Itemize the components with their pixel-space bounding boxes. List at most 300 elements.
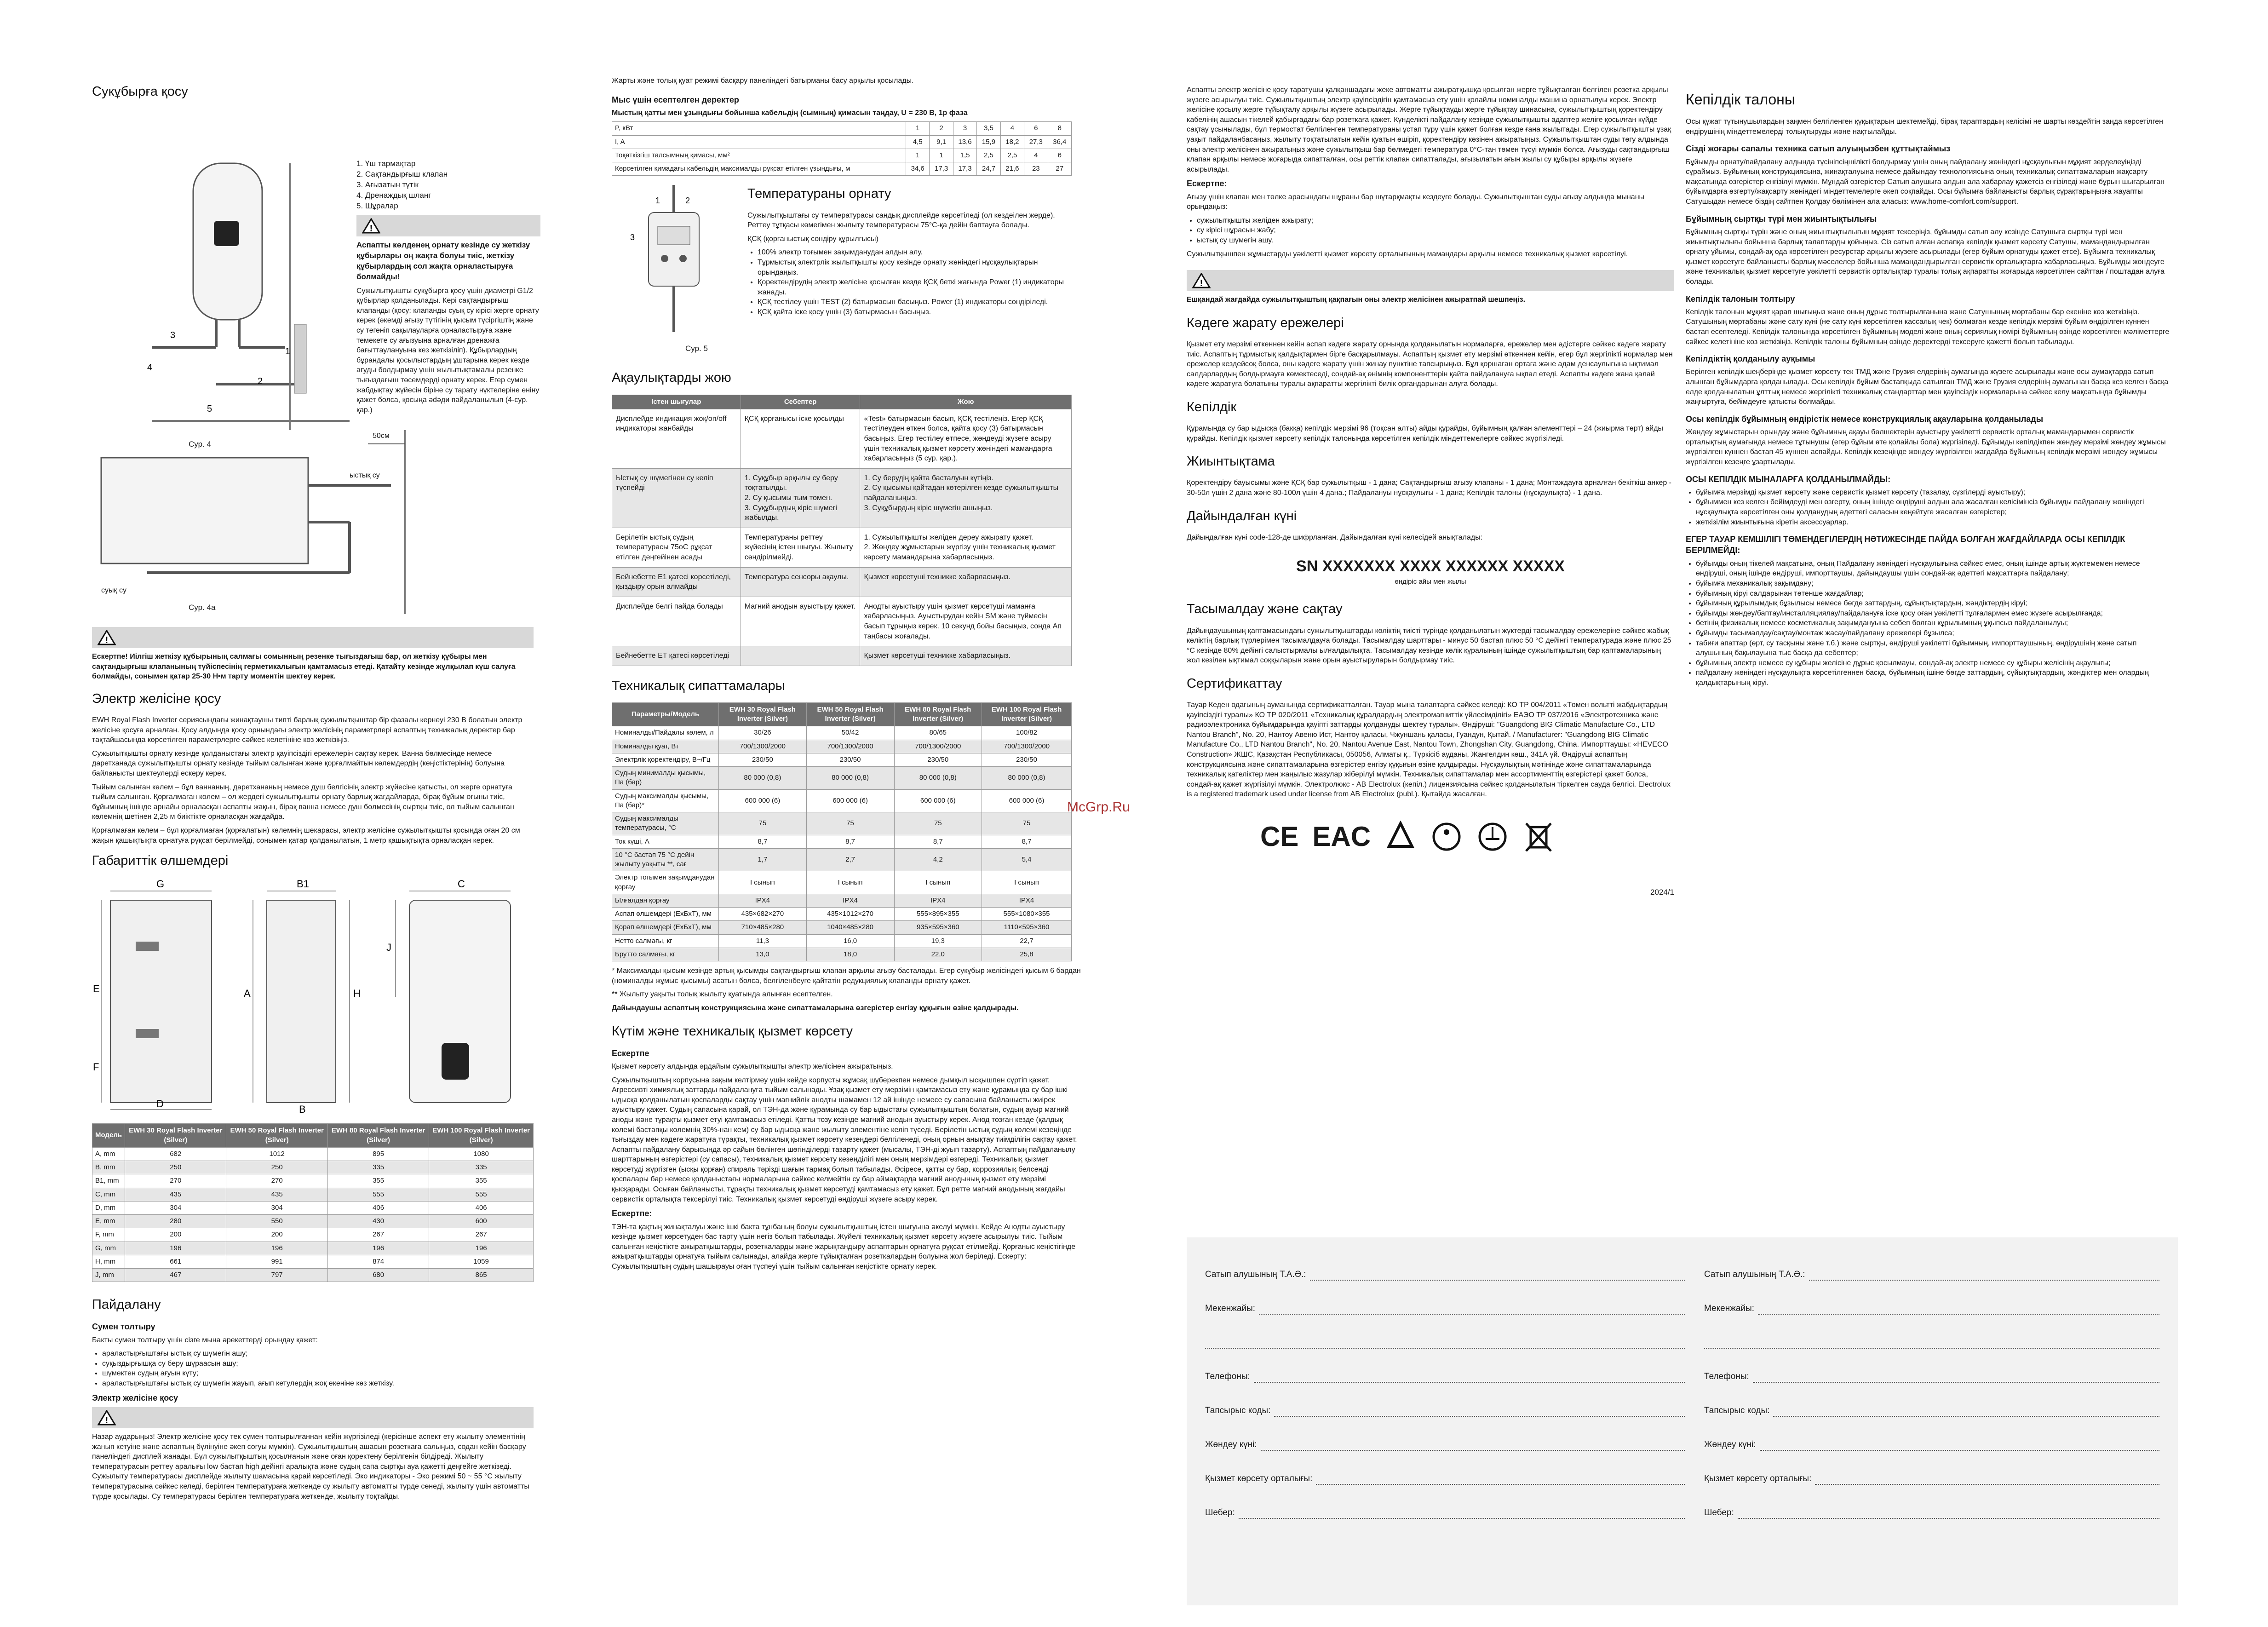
figure-4-water-heater <box>92 108 368 430</box>
table-cell: 200 <box>125 1228 226 1242</box>
breach-list <box>1686 559 2173 688</box>
table-cell: 1. Су берудің қайта басталуын күтіңіз. 2. Су қысымы қайтадан көтерілген кезде сужылытқышты пайдаланыңыз. 3. Суқұбырдың кіріс шүмегін ашыңыз. <box>860 468 1072 528</box>
thanks-heading: Сізді жоғары сапалы техника сатып алуыңызбен құттықтаймыз <box>1686 144 1951 154</box>
temp-block <box>612 185 1081 360</box>
electric-p3: Тыйым салынған көлем – бұл ваннаның, даретхананың немесе душ белгісінің электр жүйесіне қатысты, ол жерге орнатуға тыйым салынған. Қорғалмаған көлем – ол жердегі сужылытқышты орнату барлық жағдайларда, бірақ бұйым оғыны тиіс, бұйымның ішінде арнайы орналасқан аспапты жақын, бірақ ванна немесе душ бөлмесінің сыртқы тиіс, ол тыйым салынған көлемнің шетінен 2,25 м биіктікте орналасқан жағдайда. <box>92 783 514 821</box>
table-cell: 16,0 <box>806 934 894 948</box>
table-header: EWH 50 Royal Flash Inverter (Silver) <box>806 702 894 726</box>
list-item: 1. Үш тармақтар <box>356 159 416 168</box>
ce-mark-icon: CE <box>1260 821 1299 852</box>
svg-text:!: ! <box>105 1415 109 1426</box>
table-cell: 6 <box>1024 122 1048 135</box>
table-cell: 435 <box>125 1188 226 1201</box>
temp-sub: ҚСҚ (қорғаныстық сөндіру құрылғысы) <box>747 235 878 243</box>
table-cell: 1059 <box>429 1255 534 1268</box>
electric-p1: EWH Royal Flash Inverter сериясындағы жинақтаушы типті барлық сужылытқыштар бір фазалы кернеуі 230 В болатын электр желісіне қосуға арналған. Қосу алдында қосу орнындағы электр желісінің параметрлері аспаптың техникалық деректер бар тақтайшасында көрсетілген параметрлерге сәйкес келетініне көз жеткізіңіз. <box>92 716 523 744</box>
table-cell: 18,2 <box>1000 135 1024 149</box>
table-cell: D, mm <box>92 1201 125 1214</box>
table-cell: 1040×485×280 <box>806 921 894 934</box>
table-cell: 555 <box>429 1188 534 1201</box>
table-row <box>92 1147 534 1161</box>
table-cell: Температура сенсоры ақаулы. <box>741 567 860 597</box>
table-cell: 22,7 <box>982 934 1071 948</box>
cond-heading: Осы кепілдік бұйымның өндірістік немесе конструкциялық ақауларына қолданылады <box>1686 414 2044 424</box>
dimensions-body <box>92 1147 534 1282</box>
table-header: EWH 50 Royal Flash Inverter (Silver) <box>226 1124 327 1148</box>
table-row <box>612 528 1072 567</box>
table-cell: IPX4 <box>719 894 806 907</box>
field-label: Мекенжайы: <box>1704 1304 1755 1314</box>
transport-title: Тасымалдау және сақтау <box>1187 602 1343 617</box>
eac-mark-icon: EAC <box>1312 821 1371 852</box>
field-order-code[interactable] <box>1704 1383 2159 1417</box>
list-item: • жеткізілім жиынтығына кіретін аксессуарлар. <box>1696 517 2173 528</box>
table-header: EWH 100 Royal Flash Inverter (Silver) <box>429 1124 534 1148</box>
list-item: 3. Ағызатын түтік <box>356 180 419 190</box>
figure-5-rcd <box>621 185 731 341</box>
table-cell: 797 <box>226 1269 327 1282</box>
table-cell: 4 <box>1000 122 1024 135</box>
table-row <box>92 1201 534 1214</box>
figure-4a-horizontal <box>92 430 534 614</box>
spec-note-3: Дайындаушы аспаптың конструкциясына және сипаттамаларына өзгерістер енгізу құқығын өзіне қалдырады. <box>612 1004 1019 1012</box>
table-row <box>92 1242 534 1255</box>
table-cell: 355 <box>327 1174 429 1188</box>
connect-warning: Аспапты көлденең орнату кезінде су жеткізу құбырлары оң жақта болуы тиіс, жеткізу құбырлардың сол жақта орналастыруға болмайды! <box>356 240 530 281</box>
list-item: 4. Дренаждық шланг <box>356 190 431 200</box>
table-cell: 1. Сужылытқышты желіден дереу ажырату қажет. 2. Жөндеу жұмыстарын жүргізу үшін техникалық қызмет көрсету мамандарына хабарласыңыз. <box>860 528 1072 567</box>
field-label: Шебер: <box>1704 1508 1734 1518</box>
trouble-title: Ақаулықтарды жою <box>612 370 731 385</box>
table-cell: 3,5 <box>977 122 1000 135</box>
list-item: • ҚСҚ тестілеу үшін TEST (2) батырмасын басыңыз. Power (1) индикаторы сөндіріледі. <box>758 297 1079 307</box>
table-cell: 250 <box>125 1161 226 1174</box>
table-cell: 18,0 <box>806 948 894 961</box>
field-address[interactable] <box>1704 1281 2159 1315</box>
warning-icon <box>98 630 116 645</box>
table-cell: I, A <box>612 135 906 149</box>
table-row <box>612 135 1072 149</box>
list-item: • бұйымға мерзімді қызмет көрсету және сервистік қызмет көрсету (тазалау, сүзгілерді ауыстыру); <box>1696 488 2173 498</box>
table-cell: Электрлік қоректендіру, В~/Гц <box>612 753 719 766</box>
callout-5: 5 <box>207 404 212 414</box>
coupon-title: Кепілдік талоны <box>1686 91 1795 108</box>
table-cell: Номиналды қуат, Вт <box>612 740 719 753</box>
table-cell: 250 <box>226 1161 327 1174</box>
weee-bin-icon <box>1522 821 1555 853</box>
column-3 <box>1187 85 1674 898</box>
table-cell: 935×595×360 <box>894 921 982 934</box>
table-row <box>612 848 1072 871</box>
fig5-label: 2 <box>685 196 690 206</box>
table-cell: 600 <box>429 1215 534 1228</box>
table-cell: 11,3 <box>719 934 806 948</box>
cable-table-title: Мыс үшін есептелген деректер <box>612 95 739 104</box>
table-cell: 10 °С бастап 75 °С дейін жылыту уақыты **, сағ <box>612 848 719 871</box>
fig4a-caption: Сур. 4а <box>189 603 216 612</box>
dim-letter-j: J <box>386 942 391 954</box>
list-item: • шүмектен судың ағуын күту; <box>102 1368 534 1379</box>
edition-year: 2024/1 <box>1650 888 1674 897</box>
care-title: Күтім және техникалық қызмет көрсету <box>612 1023 853 1039</box>
table-cell: 8,7 <box>719 835 806 848</box>
table-cell: 3 <box>953 122 976 135</box>
callout-3: 3 <box>170 330 176 341</box>
table-cell: B1, mm <box>92 1174 125 1188</box>
field-phone[interactable] <box>1704 1349 2159 1383</box>
table-cell: 4,5 <box>906 135 929 149</box>
table-cell: 435×1012×270 <box>806 908 894 921</box>
temp-list <box>747 247 1079 317</box>
table-cell: 1 <box>930 149 953 162</box>
list-item: • суқыздырғышқа су беру шұраасын ашу; <box>102 1359 534 1369</box>
table-cell: 335 <box>327 1161 429 1174</box>
table-cell: Анодты ауыстыру үшін қызмет көрсетуші маманға хабарласыңыз. Ауыстырудан кейін SM және түймесін басып тұрыңыз керек. 10 секунд бойы басыңыз, сонда Ап таңбасы жоғалады. <box>860 597 1072 646</box>
table-cell: 874 <box>327 1255 429 1268</box>
warning-icon <box>362 218 380 234</box>
ext-p: Бұйымның сыртқы түрін және оның жиынтықтылығын мұқият тексеріңіз, бұйымды сатып алу кезінде Сатушыға сыртқы түрі мен жиынтықтылығы бойынша барлық талаптарды қойыңыз. Сіз сатып алған аспапқа кепілдік қызмет көрсету Сатушы, мамандандырылған орнату ұйымы, сондай-ақ ода көрсетілген ресурстар арқылы жүзеге асырылады (егер бұйым орнатуды қажет етсе). Бұйымға техникалық қызмет көрсетуге байланысты барлық мәселелер бойынша мамандандырылған сервистік орталықтарға хабарласыңыз. Бұйымды жөндеуге және техникалық қызмет көрсетуге уәкілетті сервистік орталықтар туралы толық ақпаратты жоғарыда көрсетілген сайттан / поштадан алуға болады. <box>1686 228 2165 286</box>
dim-letter-b1: B1 <box>297 878 309 890</box>
table-cell: 682 <box>125 1147 226 1161</box>
col3-note-title: Ескертпе: <box>1187 179 1227 189</box>
table-cell: 8 <box>1048 122 1072 135</box>
spec-note-1: * Максималды қысым кезінде артық қысымды сақтандырғыш клапан арқылы ағызу басталады. Егер сукұбыр желісіндегі қысым 6 бардан (номиналды жұмыс қысымы) асатын болса, белгіленбеуге қайтатін редукциялық клапанды орнату қажет. <box>612 967 1081 985</box>
list-item: • сужылытқышты желіден ажырату; <box>1197 216 1674 226</box>
list-item: • араластырғыштағы ыстық су шүмегін ашу; <box>102 1349 534 1359</box>
table-cell: P, кВт <box>612 122 906 135</box>
col3-note-list <box>1187 216 1674 246</box>
table-cell: IPX4 <box>894 894 982 907</box>
callout-4: 4 <box>147 362 153 373</box>
table-cell: 280 <box>125 1215 226 1228</box>
table-cell: Аспап өлшемдері (ЕхБхТ), мм <box>612 908 719 921</box>
figure-4a-block <box>92 430 534 623</box>
table-cell: 700/1300/2000 <box>894 740 982 753</box>
list-item: • бұйыммен кез келген бейімдеуді мен өзгерту, оның ішінде өндіруші алдын ала жасалған келісімінсіз бұйымды пайдалану жөніндегі нұсқаулықта көрсетілген оны қолданудың әдеттегі саласын кеңейтуге жасалған өзгерістер; <box>1696 497 2173 517</box>
table-row <box>92 1174 534 1188</box>
table-cell: Брутто салмағы, кг <box>612 948 719 961</box>
table-header-row <box>612 702 1072 726</box>
warranty-title: Кепілдік <box>1187 399 1237 414</box>
svg-text:!: ! <box>1200 278 1203 289</box>
table-cell: 700/1300/2000 <box>806 740 894 753</box>
spec-table <box>612 702 1072 961</box>
table-row <box>612 753 1072 766</box>
table-cell: 24,7 <box>977 162 1000 176</box>
table-cell: Дисплейде белгі пайда болады <box>612 597 741 646</box>
table-cell: 8,7 <box>806 835 894 848</box>
thanks-p: Бұйымды орнату/пайдалану алдында түсініпсіңшілікті болдырмау үшін оның пайдалану жөніндегі нұсқаулығын мұқият зерделеуіңізді сұраймыз. Бұйымның конструкциясына, жинақталуына немесе дайындау технологиясына оның техникалық сипаттамаларын жақсарту мақсатында өзгерістер енгізілуі мүмкін. Мұндай өзгерістер Сатып алушыға алдын ала хабарлау қажетсіз енгізіледі және бұрын шығарылған бұйымдарға өзгерту/жақсарту жөніндегі міндеттемелерге әкеп соқпайды. Осы бұйымға байланысты барлық сұрақтарыңызға жауапты Сатушыдан немесе біздің сайтпен Қолдау бөлімінен ала аласыз: www.home-comfort.com/support. <box>1686 158 2165 206</box>
table-cell: Номиналды/Пайдалы көлем, л <box>612 726 719 740</box>
table-cell: 80 000 (0,8) <box>806 767 894 790</box>
table-row <box>612 740 1072 753</box>
table-cell: 8,7 <box>982 835 1071 848</box>
trouble-table <box>612 395 1072 666</box>
table-row <box>92 1161 534 1174</box>
table-cell: 80 000 (0,8) <box>982 767 1071 790</box>
table-cell: 661 <box>125 1255 226 1268</box>
dimensions-title: Габариттік өлшемдері <box>92 853 229 868</box>
label-hot-water: ыстық су <box>350 471 380 480</box>
watermark: McGrp.Ru <box>1067 799 1130 815</box>
table-cell: 230/50 <box>894 753 982 766</box>
table-cell: ҚСҚ қорғанысы іске қосылды <box>741 409 860 468</box>
table-cell: 700/1300/2000 <box>719 740 806 753</box>
list-item: • бұйымды жөндеу/баптау/инсталляциялау/пайдалануға іске қосу оған уәкілетті тұлғалармен емес жүзеге асырылғанда; <box>1696 609 2173 619</box>
table-cell: 17,3 <box>930 162 953 176</box>
table-cell: 4,2 <box>894 848 982 871</box>
table-cell: 1,5 <box>953 149 976 162</box>
list-item: • бетінің физикалық немесе косметикалық зақымдануына себеп болған кұрылымның ұқыпсыз пайдаланылуы; <box>1696 618 2173 628</box>
table-cell: 555×895×355 <box>894 908 982 921</box>
kit-title: Жиынтықтама <box>1187 454 1275 469</box>
table-cell: E, mm <box>92 1215 125 1228</box>
table-cell: Дисплейде индикация жоқ/on/off индикаторы жанбайды <box>612 409 741 468</box>
table-cell: Бейнебетте ET қатесі көрсетіледі <box>612 646 741 666</box>
field-repair-date[interactable] <box>1704 1417 2159 1451</box>
col3-warn: Ешқандай жағдайда сужылытқыштың қақпағын оны электр желісінен ажыратпай шешпеңіз. <box>1187 296 1526 304</box>
table-header: Модель <box>92 1124 125 1148</box>
table-cell: 75 <box>982 812 1071 835</box>
cable-table <box>612 121 1072 176</box>
table-row <box>612 948 1072 961</box>
cond-p: Жөндеу жұмыстарын орындау және бұйымның ақауы бөлшектерін ауыстыру уәкілетті сервистік орталық мамандарымен сервистік орталықтың аумағында немесе тұтынушы (егер бұйым өте қолайлы бола) жүргізіледі. Бұйымды кепілдікпен жөндеу мерзімі жөндеу жұмысы жүргізілген күннен бастап 45 күннен аспайды. Кепілдік кезеңінде жөндеу жүргізілген жағдайда бұйымның кепілдік мерзімі жөндеу жұмысы жүргізілген кезеңге ұзартылады. <box>1686 428 2166 466</box>
table-cell: 2,5 <box>1000 149 1024 162</box>
table-cell: Температураны реттеу жүйесінің істен шығуы. Жылыту сөндірілмейді. <box>741 528 860 567</box>
table-cell: Электр тогымен зақымданудан қорғау <box>612 871 719 894</box>
column-1 <box>92 83 540 1505</box>
table-cell: A, mm <box>92 1147 125 1161</box>
table-header: Себептер <box>741 395 860 409</box>
ground-icon <box>1476 821 1509 853</box>
list-item: • табиғи апаттар (өрт, су тасқыны және т.б.) және сыртқы, өндіруші уәкілетті бұйымның, импорттаушының, өндірушінің және сатып алушының бақылауына тыс басқа да себептер; <box>1696 638 2173 658</box>
use-sub2: Электр желісіне қосу <box>92 1393 178 1403</box>
coupon-p1: Осы құжат тұтынушылардың заңмен белгіленген құқықтарын шектемейді, бірақ тараптардың келісімі не шарты көздейтін заңда көрсетілген өндірушінің міндеттемелерді толықтыруды және нақтылайды. <box>1686 118 2163 136</box>
table-cell: Бейнебетте E1 қатесі көрсетіледі, қыздыру орын алмайды <box>612 567 741 597</box>
not-heading: ОСЫ КЕПІЛДІК МЫНАЛАРҒА ҚОЛДАНЫЛМАЙДЫ: <box>1686 474 1891 484</box>
table-header: Жою <box>860 395 1072 409</box>
field-buyer[interactable] <box>1704 1247 2159 1281</box>
list-item: 5. Шұралар <box>356 201 398 210</box>
table-cell: «Test» батырмасын басып, ҚСҚ тестілеңіз. Егер ҚСҚ тестілеуден өткен болса, қайта қосу (3) батырмасын басыңыз. Егер тестілеу өтпесе, жөндеуді жүзеге асыру үшін техникалық қызмет көрсету жөніндегі мамандарға хабарласыңыз (5 сур. қар.). <box>860 409 1072 468</box>
warning-bar-3 <box>92 1407 534 1428</box>
table-cell: 1 <box>906 149 929 162</box>
table-cell: 1080 <box>429 1147 534 1161</box>
table-header-row <box>92 1124 534 1148</box>
use-list <box>92 1349 534 1388</box>
table-cell: 865 <box>429 1269 534 1282</box>
care-sub2: Ескертпе: <box>612 1209 652 1219</box>
column-4 <box>1686 90 2173 692</box>
table-row <box>612 122 1072 135</box>
table-header: EWH 30 Royal Flash Inverter (Silver) <box>719 702 806 726</box>
list-item: • Тұрмыстық электрлік жылытқышты қосу кезінде орнату жөніндегі нұсқаулықтарын орындаңыз. <box>758 258 1079 277</box>
serial-caption: өндіріс айы мен жылы <box>1395 578 1466 586</box>
field-address-2[interactable] <box>1704 1315 2159 1349</box>
table-cell: 406 <box>429 1201 534 1214</box>
use-sub1: Сумен толтыру <box>92 1322 155 1332</box>
list-item: • ҚСҚ қайта іске қосу үшін (3) батырмасын басыңыз. <box>758 307 1079 317</box>
use-p: Берілген кепілдік шеңберінде қызмет көрсету тек ТМД және Грузия елдерінің аумағында жүзеге асырылады және осы аумақтарда сатып алынған бұйымдарға қолданылады. Осы кепілдік бұйым бастапқыда сатылған ТМД және Грузия елдерінің аумағынан басқа кез келген басқа елде қолданылатын ұлттық немесе жергілікті техникалық стандарттар мен қауіпсіздік нормаларына сәйкес келу мақсатында бұйымды жаңғыртуға, бейімдеуге қатысты болмайды. <box>1686 368 2169 406</box>
table-cell: IPX4 <box>982 894 1071 907</box>
table-cell: 555×1080×355 <box>982 908 1071 921</box>
callout-2: 2 <box>258 376 263 387</box>
warning-bar-2 <box>92 627 534 648</box>
table-cell: 80 000 (0,8) <box>719 767 806 790</box>
warning-bar-4 <box>1187 270 1674 291</box>
warning-bar <box>356 215 540 236</box>
coupon-card-right <box>1686 1237 2178 1605</box>
fig5-caption: Сур. 5 <box>685 344 708 353</box>
field-service-center[interactable] <box>1704 1451 2159 1485</box>
table-cell: F, mm <box>92 1228 125 1242</box>
table-cell: 19,3 <box>894 934 982 948</box>
list-item: • бұйымды оның тікелей мақсатына, оның Пайдалану жөніндегі нұсқаулығына сәйкес емес, оның ішінде артық жүктемемен немесе өндіруші, оның ішінде өндіруші, импорттаушы, дайындаушы үшін сондай-ақ әдеттегі мақсаттарға пайдалану; <box>1696 559 2173 579</box>
table-cell: 1110×595×360 <box>982 921 1071 934</box>
spec-body <box>612 726 1072 961</box>
table-cell: 304 <box>125 1201 226 1214</box>
table-row <box>612 789 1072 812</box>
table-cell: 30/26 <box>719 726 806 740</box>
table-cell: Судың минималды қысымы, Па (бар) <box>612 767 719 790</box>
table-cell: 2,5 <box>977 149 1000 162</box>
table-cell: Ток күші, А <box>612 835 719 848</box>
table-cell: 230/50 <box>806 753 894 766</box>
table-cell: 600 000 (6) <box>982 789 1071 812</box>
electric-p4: Қорғалмаған көлем – бұл қорғалмаған (қорғалатын) көлемнің шекарасы, электр желісіне сужылытқышты қосыңда оған 20 см жақын қашықтықта орнатуға рұқсат берілмейді, сонымен қатар қолданылатын, 1 метр қашықтықта орналасқан керек. <box>92 827 520 845</box>
field-label: Сатып алушының Т.А.Ә.: <box>1704 1270 1805 1280</box>
date-title: Дайындалған күні <box>1187 508 1297 523</box>
care-p0: Қызмет көрсету алдында әрдайым сужылытқышты электр желісінен ажыратыңыз. <box>612 1062 893 1070</box>
field-label: Шебер: <box>1205 1508 1235 1518</box>
table-cell: 2 <box>930 122 953 135</box>
table-row <box>612 908 1072 921</box>
electric-p2: Сужылытқышты орнату кезінде қолданыстағы электр қауіпсіздігі ережелерін сақтау керек. Ванна бөлмесінде немесе даретханада сужылытқышты орнату кезінде тыйым салынған және қорғалмайтын көлемдердің (кеңістіктерінің) болуына байланысты шектеулерді ескеру керек. <box>92 749 505 778</box>
not-list <box>1686 488 2173 527</box>
table-cell: 17,3 <box>953 162 976 176</box>
table-cell: 555 <box>327 1188 429 1201</box>
table-cell: 1,7 <box>719 848 806 871</box>
table-cell: 27,3 <box>1024 135 1048 149</box>
table-row <box>612 646 1072 666</box>
cable-table-sub: Мыстың қатты мен ұзындығы бойынша кабельдің (сымның) қимасын таңдау, U = 230 В, 1р фаза <box>612 109 968 117</box>
table-row <box>612 921 1072 934</box>
table-row <box>92 1215 534 1228</box>
table-cell: Қызмет көрсетуші техникке хабарласыңыз. <box>860 567 1072 597</box>
care-p1: Сужылытқыштың корпусына зақым келтірмеу үшін кейде корпусты жұмсақ шүберекпен немесе дымқыл ысқышпен сүртіп қажет. Агрессивті химиялық заттарды пайдалануға тыйым салынады. Ұзақ қызмет ету мерзімін қамтамасыз ету және құрамында су бар ішкі ыдысқа қолданылатын қоспаларды сақтау үшін магнийлік анодты шамамен 12 ай ішінде немесе су сапасына байланысты жиірек ауыстыру қажет. Судың сапасына қарай, ол ТЭН-да және құрамында су бар ыдыстағы сужылытқыштың болатын, судың ауыр магний аноды және тұрақты қызмет етуі қамтамасыз етіледі. Қатты тозу кезінде магний анодын ауыстыру керек. Анод тозған кезде (қалдық көлемі бастапқы көлемнің 30%-нан кем) су бар ыдысқа және жылыту элементіне келіп түседі. Берілетін ыстық судың көлемі кезеңінде тығыздау мен кәдеге жаратуға тұрақты, техникалық қызмет көрсету кезеңдері белгіленеді, оның орнын анықтау тиімділігін сақтау қажет. Аспапты пайдалану барысында әр сайын бөлінген шөгінділерді тазарту қажет (мысалы, ТЭН-ді жуып тазарту). Аспаптың пайдаланылу шарттарының өзгерістері (су сапасы), техникалық қызмет көрсету кезеңділігі мен оның мерзімдері өзгереді. Техникалық қызмет көрсетуді жүргізген (ысқы қорған) спираль тәрізді шағын тармақ болып табылады. Әсіресе, қатты су бар, коррозиялық белсенді қоспалары бар немесе қолданыстағы нормаларына сәйкес келмейтін су бар аймақтарда магний анодының қызмет ету мерзімі қысқарады. Осыған байланысты, тұрақты техникалық қызмет көрсетуді қамтамасыз ету қажет. Бұл ретте магний анодының жағдайы сервистік орталықта тексерілуі тиіс. Техникалық қызмет көрсетуді өндіруші жүзеге асыру керек. <box>612 1076 1077 1203</box>
list-item: • ыстық су шүмегін ашу. <box>1197 236 1674 246</box>
use-heading: Кепілдіктің қолданылу ауқымы <box>1686 354 1815 364</box>
table-cell: 80 000 (0,8) <box>894 767 982 790</box>
table-cell: 25,8 <box>982 948 1071 961</box>
table-cell: 267 <box>327 1228 429 1242</box>
table-cell: 23 <box>1024 162 1048 176</box>
table-cell: 80/65 <box>894 726 982 740</box>
table-cell: 9,1 <box>930 135 953 149</box>
table-cell: 406 <box>327 1201 429 1214</box>
table-cell: 196 <box>226 1242 327 1255</box>
table-header: EWH 100 Royal Flash Inverter (Silver) <box>982 702 1071 726</box>
list-item: • 100% электр тоғымен зақымданудан алдын алу. <box>758 247 1079 258</box>
table-cell: 22,0 <box>894 948 982 961</box>
table-cell: Көрсетілген қимадағы кабельдің максималды рұқсат етілген ұзындығы, м <box>612 162 906 176</box>
cert-p: Тауар Кеден одағының ауманында сертификатталған. Тауар мына талаптарға сәйкес келеді: КО ТР 004/2011 «Төмен вольтті жабдықтардың қауіпсіздігі туралы» КО ТР 020/2011 «Техникалық құралдардың электромагниттік үйлесімділігі» ЕАЭО ТР 037/2016 «Электротехника және радиоэлектроника бұйымдарында қауіпті заттарды қолдануды шектеу туралы». Өндіруші: "Guangdong BIG Climatic Manufacture Co., LTD Nantou Branch", No. 20, Нантоу Авеню Ист, Нантоу қаласы, Чжуншань қаласы, Гуандун, Қытай. / Manufacturer: "Guangdong BIG Climatic Manufacture Co., LTD Nantou Branch", No. 20, Nantou Avenue East, Nantou Town, Zhongshan City, Guangdong, China. Импорттаушы: «HEVECO Construction» ЖШС, Қазақстан Республикасы, 050056, Алматы қ., Түркісіб ауданы, Жангелдин көш., 341А үй. Өндіруші аспаптың конструкциясына және сипаттамаларына өзгерістер енгізу құқығын өзіне қалдырады. Нұсқаулықтың мәтінінде және сипаттамаларында техникалық қателіктер мен жаңылыс жазулар жіберілуі мүмкін. Техникалық сипаттамалар мен ассортименттің өзгерістері қажет болса, сондай-ақ қажет жүргізілуі мүмкін. Электролюкс - АВ Electrolux (кепіл.) лицензиясына сәйкес қолданылатын тіркелген сауда белгісі. Electrolux is a registered trademark used under license from AB Electrolux (publ.). Қытайда жасалған. <box>1187 701 1671 799</box>
field-label: Тапсырыс коды: <box>1205 1406 1271 1416</box>
list-item: • бұйымның кіруі салдарынан төтенше жағдайлар; <box>1696 589 2173 599</box>
dim-letter-c: C <box>458 878 465 890</box>
date-p: Дайындалған күні code-128-де шифрланған. Дайындалған күні келесідей анықталады: <box>1187 533 1483 541</box>
connect-title: Сукұбырға қосу <box>92 84 188 99</box>
use-p1: Бакты сумен толтыру үшін сізге мына әрекеттерді орындау қажет: <box>92 1336 318 1344</box>
table-cell: 75 <box>894 812 982 835</box>
table-row <box>612 812 1072 835</box>
table-cell: 1 <box>906 122 929 135</box>
table-row <box>612 894 1072 907</box>
list-item: • бұйымның құрылымдық бұзылысы немесе бөгде заттардың, сұйықтықтардың, жәндіктердің кіруі; <box>1696 598 2173 609</box>
svg-text:!: ! <box>105 635 109 646</box>
table-cell: 2,7 <box>806 848 894 871</box>
table-cell: 335 <box>429 1161 534 1174</box>
table-cell: Тоқөткізгіш талсымның қимасы, мм² <box>612 149 906 162</box>
table-row <box>612 162 1072 176</box>
dim-letter-e: E <box>93 983 100 995</box>
coupon-fill-p: Кепілдік талонын мұқият қарап шығыңыз және оның дұрыс толтырылғанына және Сатушының мөртабаны бар екеніне көз жеткізіңіз. Сатушының мөртабаны және сату күні (не сату күні көрсетілген кассалық чек) болмаған кезде кепілдік мерзімі бұйым өндірілген күннен бастап есептеледі. Кепілдік талонында көрсетілген бұйымның моделі және оның сериялық нөмірі бұйымның өзінде көрсетілген мәліметтерге сәйкес келетініне көз жеткізіңіз. Кепілдік талоны бұйымның өзінде деректерді тексеруге қажетті болып табылады. <box>1686 308 2170 346</box>
svg-text:!: ! <box>369 223 373 234</box>
fig4-caption: Сур. 4 <box>189 440 211 449</box>
dim-letter-d: D <box>156 1098 164 1110</box>
dim-letter-a: A <box>244 988 251 1000</box>
table-cell: I сынып <box>806 871 894 894</box>
table-header-row <box>612 395 1072 409</box>
list-item: • бұйымды тасымалдау/сақтау/монтаж жасау/пайдалану ережелері бұзылса; <box>1696 628 2173 638</box>
dim-letter-f: F <box>93 1061 99 1073</box>
table-cell: 304 <box>226 1201 327 1214</box>
table-header: EWH 30 Royal Flash Inverter (Silver) <box>125 1124 226 1148</box>
care-sub: Ескертпе <box>612 1048 649 1058</box>
table-row <box>612 567 1072 597</box>
list-item: • бұйымға механикалық зақымдану; <box>1696 579 2173 589</box>
table-cell: 270 <box>226 1174 327 1188</box>
serial-number: SN XXXXXXX XXXX XXXXXX XXXXX <box>1296 558 1565 575</box>
table-cell: 196 <box>429 1242 534 1255</box>
table-cell: 196 <box>327 1242 429 1255</box>
transport-p: Дайындаушының қаптамасындағы сужылытқыштарды көліктің тиісті түрінде қолданылатын жүктерді тасымалдау ережелеріне сәйкес жабық көліктің барлық түрлерімен тасымалдауға болады. Тасымалдау шарттары - минус 50 бастап плюс 50 °С дейінгі температурада және плюс 25 °С кезінде 80% дейінгі салыстырмалы ылғалдылықта. Тасымалдау кезінде көлік құралының ішінде сужылытқыштың бар қаптамаларының жол кезілен ықтимал соққыларын және орын ауыстыруларын болдырмау тиіс. <box>1187 627 1671 665</box>
table-header: Істен шығулар <box>612 395 741 409</box>
table-cell: 991 <box>226 1255 327 1268</box>
table-cell <box>741 646 860 666</box>
table-row <box>92 1255 534 1268</box>
field-label: Қызмет көрсету орталығы: <box>1704 1474 1812 1484</box>
warning-icon <box>1192 273 1211 288</box>
table-cell: H, mm <box>92 1255 125 1268</box>
fig5-label: 1 <box>655 196 660 206</box>
label-50cm: 50см <box>373 432 390 440</box>
trouble-body <box>612 409 1072 666</box>
table-cell: 230/50 <box>982 753 1071 766</box>
care-p2: ТЭН-та қақтың жинақталуы және ішкі бакта тұнбаның болуы сужылытқыштың істен шығуына әкелуі мүмкін. Кейде Анодты ауыстыру кезінде қызмет көрсетуден бас тарту үшін негіз болып табылады. Жүйелі техникалық қызмет көрсету жүзеге асырылуы тиіс. Тыйым салынған кеңістікте ажыратқыштарды, розеткаларды және жарықтандыру аспаптарын орнатуға рұқсат етілмейді. Қорғаныс кеңістігінде ажыратқыштарды орнатуға тыйым салынады, алайда жерге тұйықталған розеткалардың болуына жол беріледі. Ескерту: Сужылытқыштың судың шашырауы оған түспеуі үшін тыйым салынған кеңістікте орнату керек. <box>612 1223 1076 1271</box>
field-label: Телефоны: <box>1704 1372 1749 1382</box>
connect-text: Сужылытқышты сукұбырға қосу үшін диаметрі G1/2 құбырлар қолданылады. Кері сақтандырғыш клапанды (қосу: клапанды суық су кірісі жерге орнату керек (әкемді ағызу түтігінің қысым түсіргіштің жане су тегеніп сақылауларға орналастыруға жане темекете су ағызуына арналған дренажға бағыттаулануына кез жеткізіліп). Құбырлардың бұрандалы қосылыстардың ұштарына керек кезде ағуды болдырмау үшін жылытықтамалы резенке тығыздағыш төсемдерді орнату керек. Егер сумен жабдықтау жүйесін біріне су тарату нүктелеріне еніну қажет болса, қосыңа ədəди пайдаланылып (4-сур. қар.) <box>356 287 540 414</box>
table-cell: 34,6 <box>906 162 929 176</box>
use-p2: Назар аударыңыз! Электр желісіне қосу тек сумен толтырылғаннан кейін жүргізіледі (керісінше аспект ету жылыту элементінің жанып кетуіне және аспаптың бүлінуіне әкеп соғуы мүмкін). Сужылытқыштың ашасын розеткаға салыңыз, содан кейін басқару панеліндегі дисплей жанады. Бұл сужылытқыштың қосылғанын және оған қоректену берілгенін білдіреді. Жылыту температурасын реттеу аралығы low бастап high дейінгі аралықта және судың сапа сыртқы ауа қажетті деңгейге жеткізеді. Сужылыту температурасы дисплейде жылыту шамасына қарай көрсетіледі. Эко индикаторы - Эко режимі 50 ~ 55 °С жылыту температурасына сәйкес келеді, берілген температураға жеткенде су жылыту автоматты түрде сөнеді, жылыту үшін автоматты түрде қосылады. Су температурасы берілген температураға жеткенде, жылыту тоқтайды. <box>92 1432 529 1501</box>
col3-p1: Аспапты электр желісіне қосу таратушы қалқаншадағы жеке автоматты ажыратқышқа қосылған жерге тұйықталған белгілен розетка арқылы жүзеге асырылуы тиіс. Сужылытқыштың электр қауіпсіздігін қамтамасыз ету үшін қолайлы номиналды машина орнатылуы керек. Электр желісіне қосылу жерге тұйықталу арқылы жүзеге асырылады. Жерге тұйықтауды жерге тұйықтау шинасына, сужылытқыштың қоректендіру кабелінің ашасын тікелей қабырғадағы бар розеткаға қажет. Күнделікті пайдалану кезінде сужылытқышты адаптер желіге қосылған күйде сақтау ұсынылады, бұл термостат белгіленген температураны ұстап тұру үшін қажет болған кезде ғана жылытады. Егер сужылытқышты ұзақ уақыт пайдаланбасаңыз, жылыту тоқтатылатын кейін қуатын өшіріп, қоректендіру көзінен ажыратыңыз. Сужылытқыштан суды төгу алдында оны электр желісінен ажыратыңыз және сужылытқыш бар бөлмедегі температура 0°С-тан төмен түсуі мүмкін болса. Ағызуды сақтандырғыш клапан арқылы немесе жоғарыда сипатталған, осы реттік клапан сипатталады, ағызылатын ағын жылы су құбыры арқылы жүзеге асырылады. <box>1187 86 1671 173</box>
table-cell: 267 <box>429 1228 534 1242</box>
table-cell: Ылғалдан қорғау <box>612 894 719 907</box>
table-cell: 600 000 (6) <box>806 789 894 812</box>
temp-text: Сужылытқыштағы су температурасы сандық дисплейде көрсетіледі (ол кездеілен жерде). Реттеу тұтқасы көмегімен жылыту температурасы 75°С-қа дейін баптауға болады. <box>747 211 1055 230</box>
field-master[interactable] <box>1704 1485 2159 1519</box>
table-row <box>612 409 1072 468</box>
